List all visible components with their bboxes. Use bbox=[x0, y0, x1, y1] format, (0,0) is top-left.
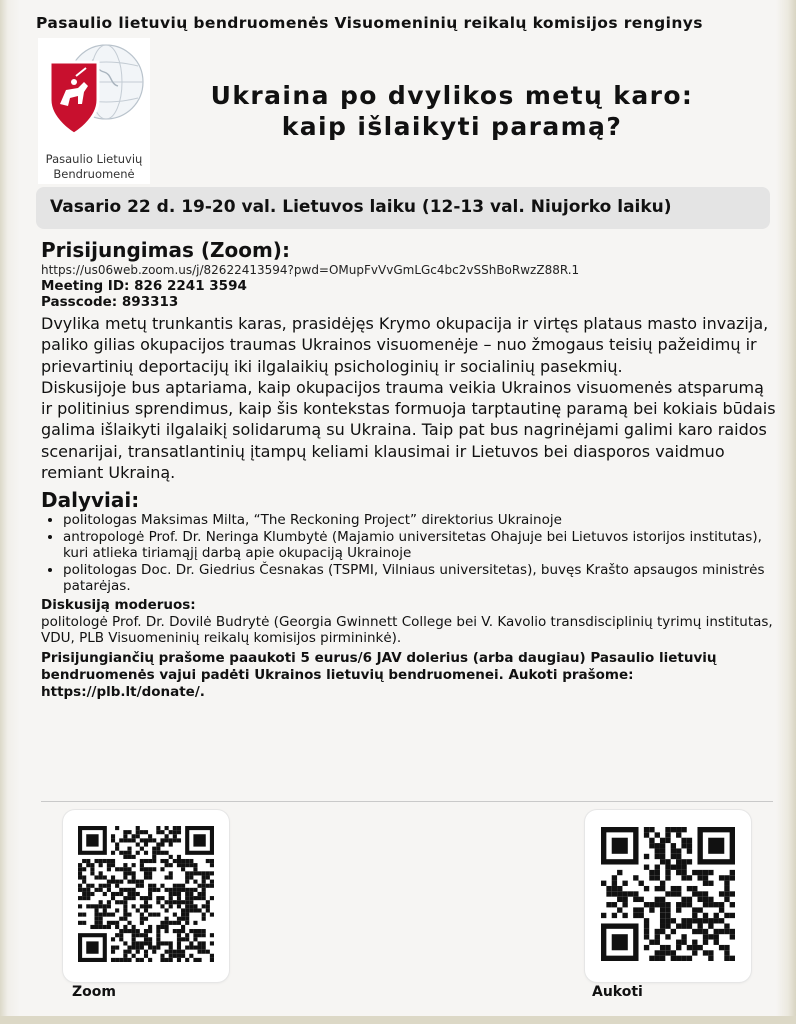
participant-item: • antropologė Prof. Dr. Neringa Klumbytė (Majamio universitetas Ohajuje bei Lietuvos istorijos institutas), kuri atlieka tiriamąjį darbą apie okupaciją Ukrainoje bbox=[63, 529, 777, 562]
donate-qr-label: Aukoti bbox=[592, 984, 643, 1000]
plb-logo bbox=[38, 38, 150, 184]
flyer-page bbox=[12, 0, 784, 1024]
title-line-1: Ukraina po dvylikos metų karo: bbox=[210, 81, 694, 110]
date-time-box bbox=[36, 187, 770, 229]
zoom-link[interactable]: https://us06web.zoom.us/j/82622413594?pwd=OMupFvVvGmLGc4bc2vSShBoRwzZ88R.1 bbox=[41, 263, 580, 277]
passcode: Passcode: 893313 bbox=[41, 294, 179, 310]
moderator-text: politologė Prof. Dr. Dovilė Budrytė (Georgia Gwinnett College bei V. Kavolio transdisciplinių tyrimų institutas, VDU, PLB Visuomeninių reikalų komisijos pirmininkė). bbox=[41, 613, 773, 647]
moderator-label: Diskusiją moderuos: bbox=[41, 596, 196, 613]
description-paragraph-2: Diskusijoje bus aptariama, kaip okupacijos trauma veikia Ukrainos visuomenės atsparumą ir politinius sprendimus, kaip šis kontekstas formuoja tarptautinę paramą bei kokiais būdais galima išlaikyti ilgalaikį solidarumą su Ukraina. Taip pat bus nagrinėjami galimi karo raidos scenarijai, transatlantinių įtampų keliami klausimai ir Lietuvos bei diasporos vaidmuo remiant Ukrainą. bbox=[41, 377, 776, 483]
organizer-line: Pasaulio lietuvių bendruomenės Visuomeninių reikalų komisijos renginys bbox=[36, 14, 703, 32]
logo-text-line2: Bendruomenė bbox=[53, 167, 135, 181]
zoom-heading: Prisijungimas (Zoom): bbox=[41, 238, 290, 262]
zoom-qr-code-icon[interactable] bbox=[78, 826, 214, 962]
donate-qr-card[interactable] bbox=[585, 810, 751, 982]
participant-item: • politologas Maksimas Milta, “The Reckoning Project” direktorius Ukrainoje bbox=[63, 512, 777, 529]
meeting-id: Meeting ID: 826 2241 3594 bbox=[41, 278, 247, 294]
participant-item: • politologas Doc. Dr. Giedrius Česnakas (TSPMI, Vilniaus universitetas), buvęs Krašto apsaugos ministrės patarėjas. bbox=[63, 562, 777, 595]
date-time-text: Vasario 22 d. 19-20 val. Lietuvos laiku (12-13 val. Niujorko laiku) bbox=[50, 197, 672, 217]
description-paragraph-1: Dvylika metų trunkantis karas, prasidėjęs Krymo okupacija ir virtęs plataus masto invazija, paliko gilias okupacijos traumas Ukrainos visuomenėje – nuo žmogaus teisių pažeidimų ir prievartinių deportacijų iki ilgalaikių psichologinių ir socialinių pasekmių. bbox=[41, 314, 769, 376]
main-content bbox=[41, 238, 777, 701]
globe-shield-icon bbox=[38, 38, 150, 148]
divider bbox=[41, 801, 773, 802]
zoom-qr-card[interactable] bbox=[63, 810, 229, 982]
logo-text-line1: Pasaulio Lietuvių bbox=[45, 152, 143, 166]
title-line-2: kaip išlaikyti paramą? bbox=[281, 112, 623, 141]
participants-heading: Dalyviai: bbox=[41, 488, 140, 513]
donation-text: Prisijungiančių prašome paaukoti 5 eurus/6 JAV dolerius (arba daugiau) Pasaulio lietuvių bendruomenės vajui padėti Ukrainos lietuvių bendruomenei. Aukoti prašome: https://plb.lt/donate/. bbox=[41, 649, 717, 700]
event-title bbox=[162, 80, 742, 142]
donate-qr-code-icon[interactable] bbox=[601, 827, 735, 961]
participants-list bbox=[41, 512, 777, 595]
bottom-edge bbox=[0, 1016, 796, 1024]
zoom-qr-label: Zoom bbox=[72, 984, 116, 1000]
